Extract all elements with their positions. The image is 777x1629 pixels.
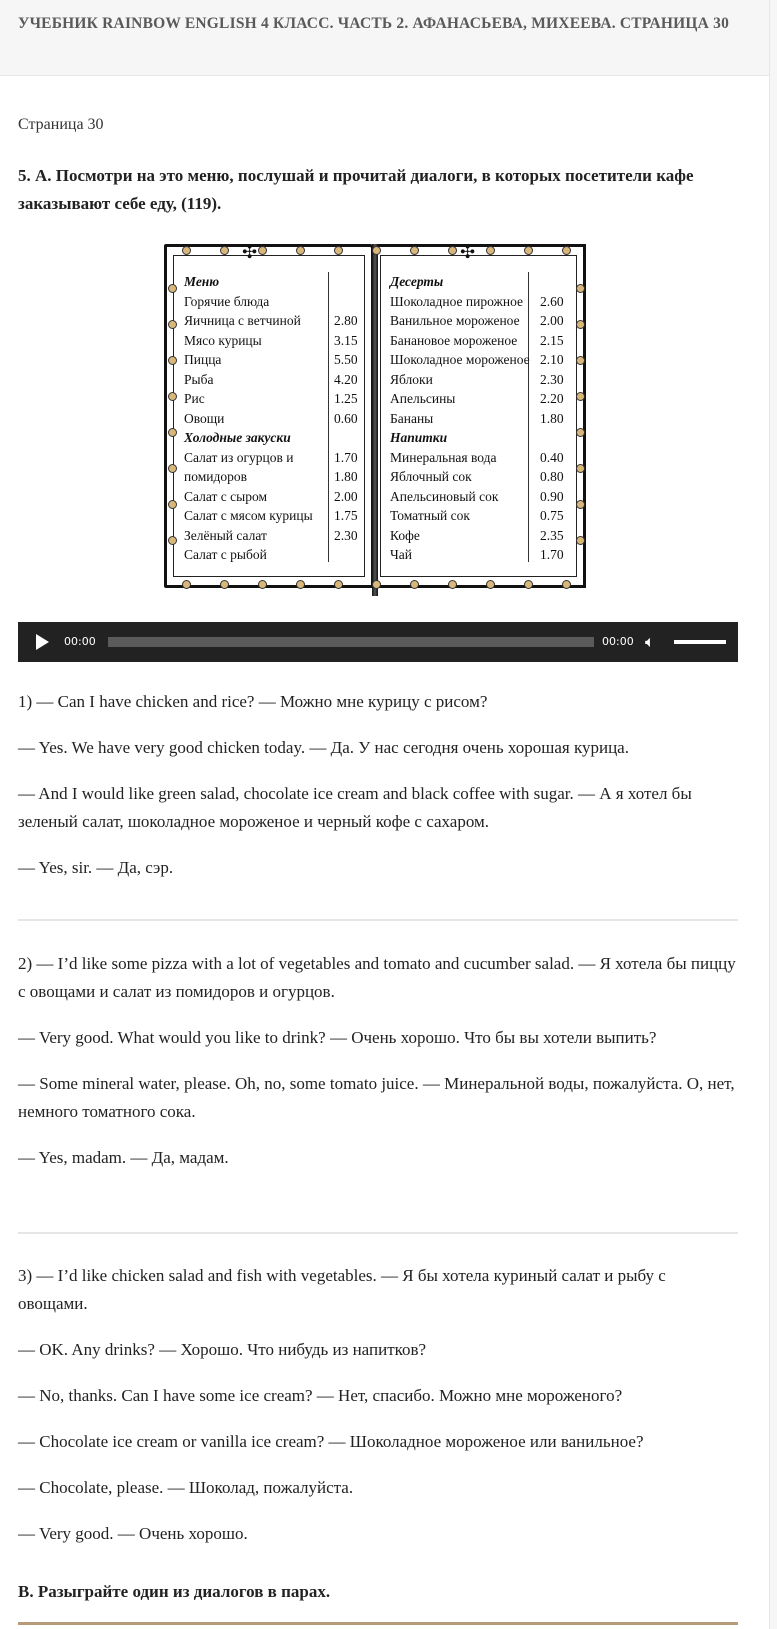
border-dot-icon: [296, 580, 305, 589]
menu-item-name: Горячие блюда: [184, 293, 270, 309]
border-dot-icon: [182, 246, 191, 255]
menu-item-name: Овощи: [184, 410, 225, 426]
menu-item-name: Ванильное мороженое: [390, 313, 520, 328]
dialog-line: — Chocolate ice cream or vanilla ice cream? — Шоколадное мороженое или ванильное?: [18, 1432, 644, 1451]
dialog-2: [18, 950, 738, 1190]
menu-item-name: Шоколадное пирожное: [390, 293, 523, 309]
menu-item-price: 1.80: [540, 410, 564, 426]
border-dot-icon: [220, 246, 229, 255]
menu-item-name: Апельсиновый сок: [390, 488, 499, 504]
border-dot-icon: [182, 580, 191, 589]
menu-item: [390, 506, 580, 526]
menu-item-name: Чай: [390, 547, 412, 562]
dialog-line: — And I would like green salad, chocolate ice cream and black coffee with sugar. — А я хотел бы зеленый салат, шоколадное мороженое и черный кофе с сахаром.: [18, 784, 692, 831]
menu-image: [164, 244, 588, 596]
menu-item-name: Напитки: [390, 430, 448, 445]
menu-item: [184, 389, 374, 409]
border-dot-icon: [168, 500, 177, 509]
menu-item-name: Шоколадное мороженое: [390, 352, 530, 367]
page-label: Страница 30: [18, 116, 104, 133]
border-dot-icon: [448, 246, 457, 255]
menu-item-price: 2.30: [334, 527, 358, 543]
menu-item: [390, 331, 580, 351]
border-dot-icon: [168, 320, 177, 329]
menu-item-price: 2.35: [540, 527, 564, 543]
menu-item: [390, 350, 580, 370]
dialog-line: 1) — Can I have chicken and rice? — Можно мне курицу с рисом?: [18, 692, 488, 711]
border-dot-icon: [486, 580, 495, 589]
menu-item: [390, 292, 580, 312]
menu-item-name: Яичница с ветчиной: [184, 313, 301, 328]
menu-item-name: Пицца: [184, 352, 222, 367]
menu-item-name: Салат с рыбой: [184, 547, 267, 562]
menu-item-name: Кофе: [390, 527, 420, 543]
border-dot-icon: [576, 428, 585, 437]
menu-item-name: Бананы: [390, 410, 434, 426]
menu-item-name: Банановое мороженое: [390, 332, 518, 348]
menu-item-price: 2.00: [334, 488, 358, 504]
menu-item-price: 2.60: [540, 293, 564, 309]
dialog-line: — Yes, madam. — Да, мадам.: [18, 1148, 229, 1167]
menu-item-price: 2.00: [540, 313, 564, 328]
dialog-line: — OK. Any drinks? — Хорошо. Что нибудь из напитков?: [18, 1340, 427, 1359]
page-title: УЧЕБНИК RAINBOW ENGLISH 4 КЛАСС. ЧАСТЬ 2. АФАНАСЬЕВА, МИХЕЕВА. СТРАНИЦА 30: [18, 15, 730, 32]
menu-item: [184, 487, 374, 507]
dialog-line: 3) — I’d like chicken salad and fish with vegetables. — Я бы хотела куриный салат и рыбу с овощами.: [18, 1266, 666, 1313]
border-dot-icon: [168, 284, 177, 293]
border-dot-icon: [372, 580, 381, 589]
menu-item-name: Зелёный салат: [184, 527, 267, 543]
menu-item: [390, 545, 580, 565]
border-dot-icon: [334, 580, 343, 589]
page-header: [0, 0, 776, 76]
border-dot-icon: [410, 580, 419, 589]
border-dot-icon: [258, 580, 267, 589]
play-icon[interactable]: [36, 634, 49, 650]
menu-item-name: Апельсины: [390, 391, 456, 406]
border-dot-icon: [576, 284, 585, 293]
menu-right-column: [390, 272, 580, 565]
current-time: 00:00: [64, 635, 96, 648]
menu-item: [184, 506, 374, 526]
menu-item-name: Десерты: [390, 274, 444, 289]
menu-item-price: 1.70: [540, 547, 564, 562]
border-dot-icon: [576, 356, 585, 365]
menu-item: [390, 370, 580, 390]
divider: [18, 919, 738, 921]
border-dot-icon: [372, 246, 381, 255]
menu-item-price: 4.20: [334, 371, 358, 387]
border-dot-icon: [410, 246, 419, 255]
menu-item: [390, 428, 580, 448]
duration-time: 00:00: [602, 635, 634, 648]
border-dot-icon: [168, 464, 177, 473]
menu-item: [184, 331, 374, 351]
border-dot-icon: [562, 580, 571, 589]
menu-item: [390, 487, 580, 507]
menu-item: [390, 526, 580, 546]
divider: [18, 1622, 738, 1625]
menu-item: [184, 526, 374, 546]
menu-item: [390, 409, 580, 429]
menu-item: [390, 467, 580, 487]
dialog-line: — No, thanks. Can I have some ice cream? — Нет, спасибо. Можно мне мороженого?: [18, 1386, 623, 1405]
menu-item-price: 0.40: [540, 449, 564, 465]
menu-item-name: Яблочный сок: [390, 469, 472, 484]
border-dot-icon: [220, 580, 229, 589]
menu-item-name: Томатный сок: [390, 508, 470, 523]
border-dot-icon: [168, 392, 177, 401]
dialog-line: — Yes. We have very good chicken today. — Да. У нас сегодня очень хорошая курица.: [18, 738, 629, 757]
menu-item-name: Холодные закуски: [184, 430, 291, 445]
dialog-line: 2) — I’d like some pizza with a lot of vegetables and tomato and cucumber salad. — Я хотела бы пиццу с овощами и салат из помидоров и огурцов.: [18, 954, 736, 1001]
border-dot-icon: [524, 246, 533, 255]
menu-item-price: 1.80: [334, 469, 358, 484]
menu-item-name: Минеральная вода: [390, 449, 497, 465]
menu-item-price: 1.75: [334, 508, 358, 523]
menu-item-price: 2.10: [540, 352, 564, 367]
dialog-line: — Yes, sir. — Да, сэр.: [18, 858, 174, 877]
menu-item: [184, 350, 374, 370]
dialog-line: — Very good. — Очень хорошо.: [18, 1524, 248, 1543]
menu-item: [184, 428, 374, 448]
border-dot-icon: [576, 536, 585, 545]
menu-item-price: 0.60: [334, 410, 358, 426]
menu-item-name: Салат с сыром: [184, 488, 267, 504]
menu-item-name: Мясо курицы: [184, 332, 262, 348]
border-dot-icon: [576, 320, 585, 329]
border-dot-icon: [448, 580, 457, 589]
volume-slider[interactable]: [674, 640, 726, 644]
border-dot-icon: [576, 500, 585, 509]
dialog-line: — Very good. What would you like to drink? — Очень хорошо. Что бы вы хотели выпить?: [18, 1028, 657, 1047]
menu-item: [184, 448, 374, 468]
menu-item: [184, 409, 374, 429]
menu-item-price: 2.30: [540, 371, 564, 387]
menu-item-price: 3.15: [334, 332, 358, 348]
task-a-text: 5. А. Посмотри на это меню, послушай и прочитай диалоги, в которых посетители кафе заказывают себе еду, (119).: [18, 166, 694, 213]
menu-item: [184, 370, 374, 390]
border-dot-icon: [576, 464, 585, 473]
task-b-text: В. Разыграйте один из диалогов в парах.: [18, 1582, 331, 1601]
menu-item: [184, 545, 374, 565]
menu-item-price: 2.20: [540, 391, 564, 406]
menu-item: [390, 389, 580, 409]
menu-item: [390, 311, 580, 331]
ornament-icon: ✣: [460, 242, 476, 263]
menu-item: [390, 448, 580, 468]
menu-item-name: Яблоки: [390, 371, 433, 387]
menu-item-price: 0.90: [540, 488, 564, 504]
menu-item-price: 0.80: [540, 469, 564, 484]
menu-item-name: Рыба: [184, 371, 214, 387]
menu-item: [184, 311, 374, 331]
border-dot-icon: [258, 246, 267, 255]
border-dot-icon: [562, 246, 571, 255]
volume-icon[interactable]: 🔈︎: [645, 632, 655, 651]
menu-item-price: 2.80: [334, 313, 358, 328]
menu-item-name: Меню: [184, 274, 220, 289]
menu-item-name: Салат из огурцов и: [184, 449, 294, 465]
menu-item-price: 0.75: [540, 508, 564, 523]
menu-item-price: 5.50: [334, 352, 358, 367]
menu-item-price: 1.70: [334, 449, 358, 465]
dialog-1: [18, 688, 738, 900]
border-dot-icon: [486, 246, 495, 255]
border-dot-icon: [168, 428, 177, 437]
menu-item-name: Салат с мясом курицы: [184, 508, 313, 523]
border-dot-icon: [168, 536, 177, 545]
menu-left-column: [184, 272, 374, 565]
ornament-icon: ✣: [242, 242, 258, 263]
dialog-line: — Chocolate, please. — Шоколад, пожалуйста.: [18, 1478, 354, 1497]
menu-item: [184, 272, 374, 292]
menu-item: [390, 272, 580, 292]
border-dot-icon: [576, 392, 585, 401]
menu-item: [184, 292, 374, 312]
audio-progress-bar[interactable]: [108, 637, 594, 647]
menu-item-price: 1.25: [334, 391, 358, 406]
audio-player: [18, 622, 738, 662]
border-dot-icon: [168, 356, 177, 365]
page-edge: [769, 0, 777, 1629]
menu-item: [184, 467, 374, 487]
border-dot-icon: [296, 246, 305, 255]
border-dot-icon: [334, 246, 343, 255]
menu-item-name: помидоров: [184, 469, 247, 484]
menu-item-price: 2.15: [540, 332, 564, 348]
divider: [18, 1232, 738, 1234]
border-dot-icon: [524, 580, 533, 589]
dialog-3: [18, 1262, 738, 1566]
menu-item-name: Рис: [184, 391, 205, 406]
dialog-line: — Some mineral water, please. Oh, no, some tomato juice. — Минеральной воды, пожалуйста. О, нет, немного томатного сока.: [18, 1074, 735, 1121]
